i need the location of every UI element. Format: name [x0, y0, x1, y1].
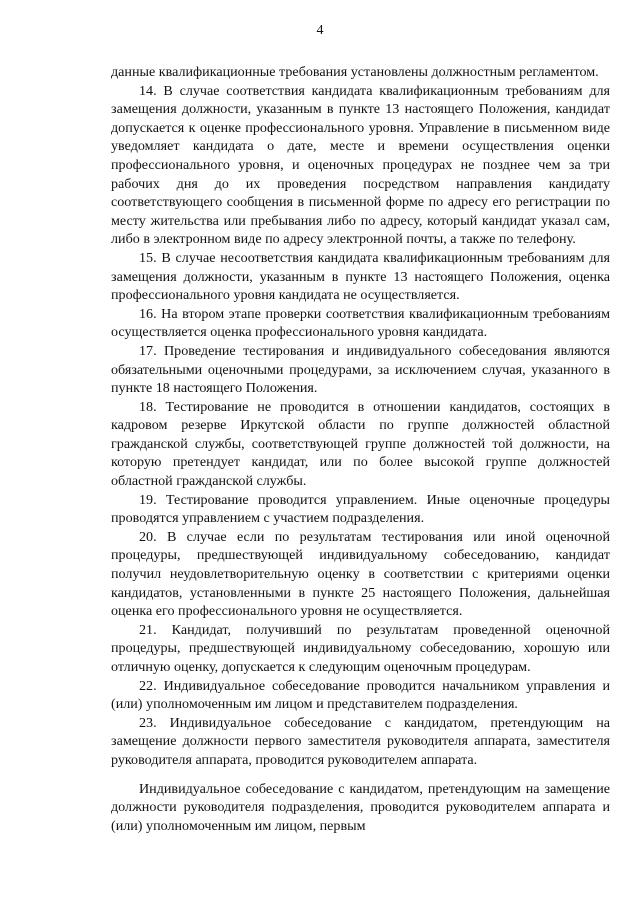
paragraph-22: 22. Индивидуальное собеседование проводится начальником управления и (или) уполномоченным им лицом и представителем подразделения. — [111, 677, 610, 713]
document-body — [111, 63, 610, 835]
page-number: 4 — [316, 23, 324, 38]
paragraph-21: 21. Кандидат, получивший по результатам проведенной оценочной процедуры, предшествующей индивидуальному собеседованию, хорошую или отличную оценку, допускается к следующим оценочным процедурам. — [111, 621, 610, 675]
paragraph-19: 19. Тестирование проводится управлением. Иные оценочные процедуры проводятся управлением с участием подразделения. — [111, 491, 610, 527]
paragraph-18: 18. Тестирование не проводится в отношении кандидатов, состоящих в кадровом резерве Иркутской области по группе должностей областной гражданской службы, соответствующей группе должностей той должности, на которую претендует кандидат, или по более высокой группе должностей областной гражданской службы. — [111, 398, 610, 490]
paragraph-continuation: данные квалификационные требования установлены должностным регламентом. — [111, 64, 599, 80]
paragraph-15: 15. В случае несоответствия кандидата квалификационным требованиям для замещения должности, указанным в пункте 13 настоящего Положения, оценка профессионального уровня кандидата не осуществляется. — [111, 249, 610, 304]
paragraph-20: 20. В случае если по результатам тестирования или иной оценочной процедуры, предшествующей индивидуальному собеседованию, кандидат получил неудовлетворительную оценку в соответствии с критериями оценки кандидатов, установленными в пункте 25 настоящего Положения, дальнейшая оценка его профессионального уровня не осуществляется. — [111, 528, 610, 620]
paragraph-14: 14. В случае соответствия кандидата квалификационным требованиям для замещения должности, указанным в пункте 13 настоящего Положения, кандидат допускается к оценке профессионального уровня. Управление в письменном виде уведомляет кандидата о дате, месте и времени осуществления оценки профессионального уровня, и оценочных процедурах не позднее чем за три рабочих дня до их проведения посредством направления кандидату соответствующего сообщения в письменной форме по адресу его регистрации по месту жительства или пребывания либо по адресу, который кандидат указал сам, либо в электронном виде по адресу электронной почты, а также по телефону. — [111, 82, 610, 248]
paragraph-23: 23. Индивидуальное собеседование с кандидатом, претендующим на замещение должности первого заместителя руководителя аппарата, заместителя руководителя аппарата, проводится руководителем аппарата. — [111, 714, 610, 768]
paragraph-23-continued: Индивидуальное собеседование с кандидатом, претендующим на замещение должности руководителя подразделения, проводится руководителем аппарата и (или) уполномоченным им лицом, первым — [111, 780, 610, 834]
paragraph-16: 16. На втором этапе проверки соответствия квалификационным требованиям осуществляется оценка профессионального уровня кандидата. — [111, 305, 610, 341]
paragraph-17: 17. Проведение тестирования и индивидуального собеседования являются обязательными оценочными процедурами, за исключением случая, указанного в пункте 18 настоящего Положения. — [111, 342, 610, 397]
